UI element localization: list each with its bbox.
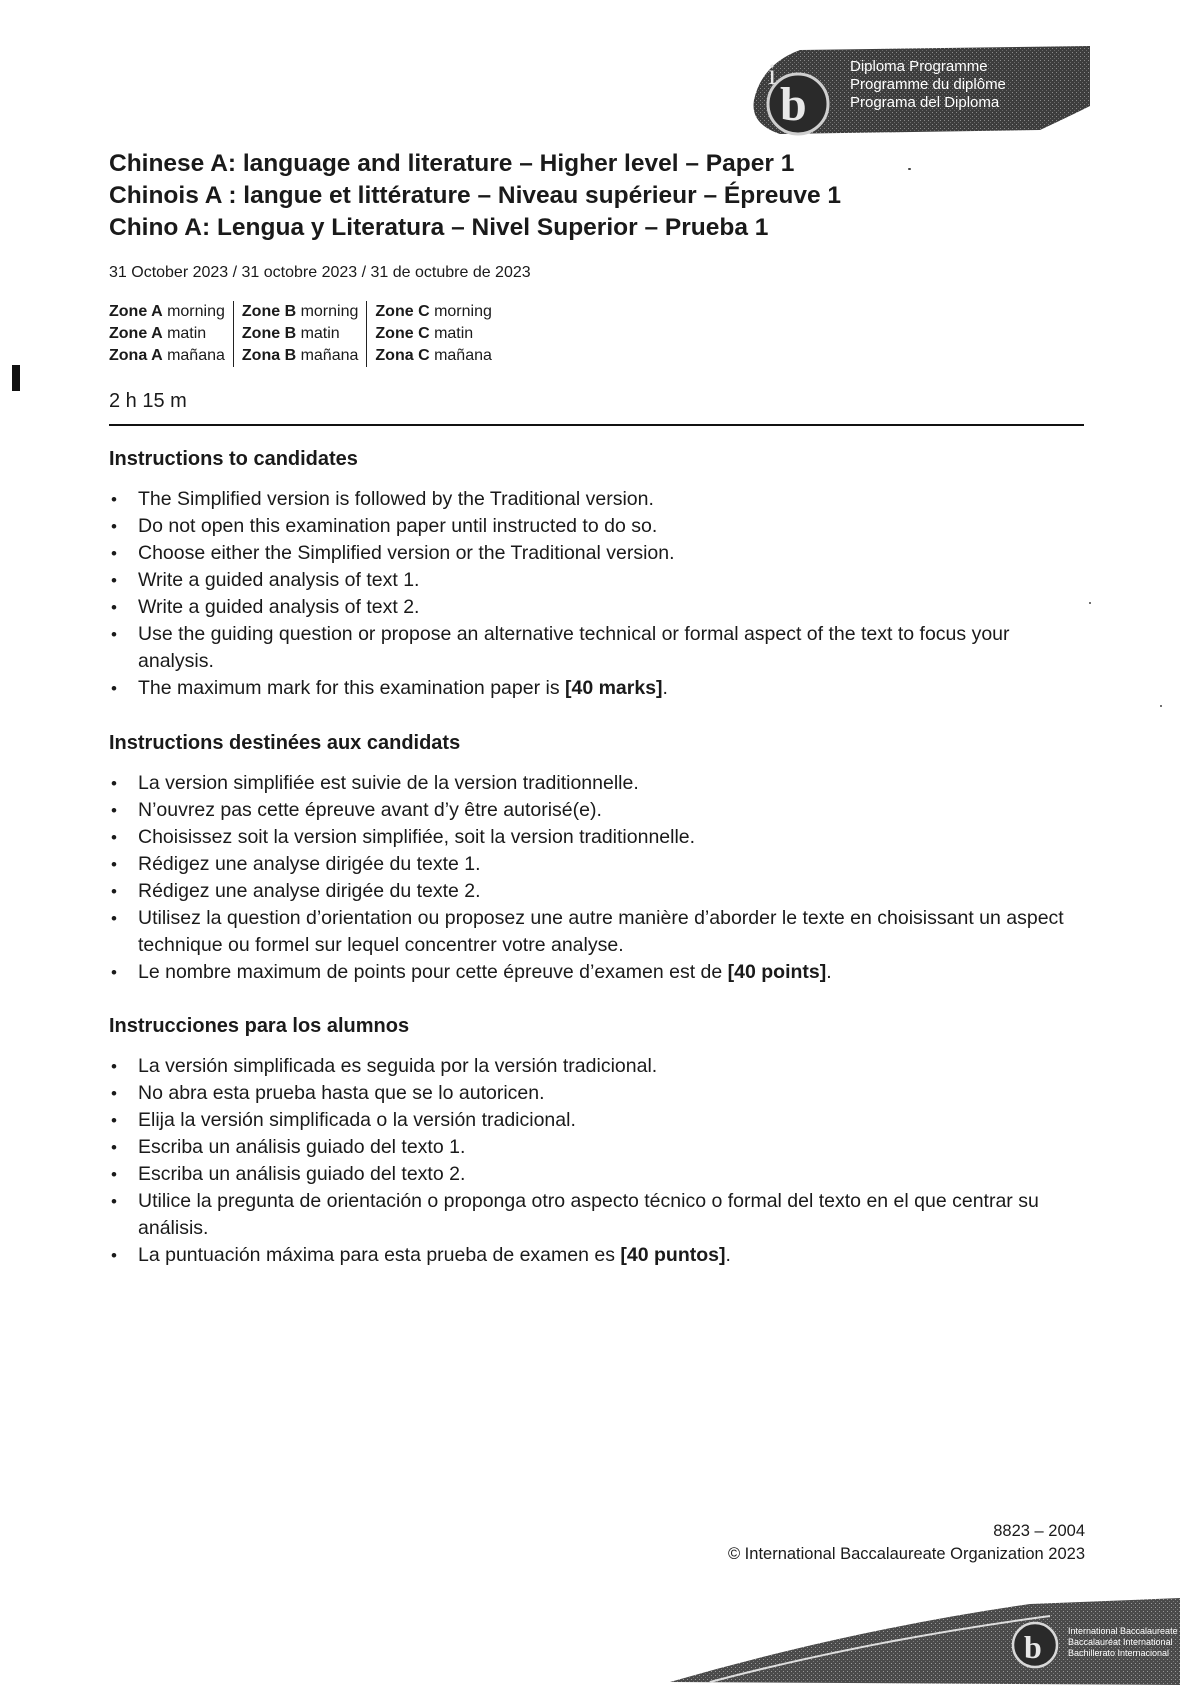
exam-duration: 2 h 15 m [109, 390, 187, 412]
section-heading: Instructions to candidates [109, 448, 358, 470]
ib-name-line: International Baccalaureate [1068, 1626, 1178, 1636]
bullet-icon: • [111, 882, 117, 901]
bullet-icon: • [111, 1084, 117, 1103]
zone-column [366, 301, 500, 367]
scan-mark [12, 365, 20, 391]
max-marks: [40 marks] [564, 677, 663, 699]
bullet-icon: • [111, 801, 117, 820]
instructions-spanish [109, 1013, 1089, 1269]
bullet-icon: • [111, 963, 117, 982]
instruction-list [109, 770, 1089, 986]
title-spanish: Chino A: Lengua y Literatura – Nivel Superior – Prueba 1 [109, 214, 769, 241]
zone-name: Zone C [375, 325, 430, 342]
bullet-icon: • [111, 828, 117, 847]
instructions-english [109, 446, 1089, 702]
zone-name: Zone A [109, 303, 163, 320]
paper-code: 8823 – 2004 [993, 1522, 1085, 1540]
programme-line: Diploma Programme [850, 58, 988, 75]
ib-name-line: Bachillerato Internacional [1068, 1648, 1170, 1658]
bullet-icon: • [111, 1246, 117, 1265]
zone-name: Zone A [109, 325, 163, 342]
bullet-icon: • [111, 544, 117, 563]
ib-bottom-logo [670, 1590, 1180, 1685]
bullet-icon: • [111, 625, 117, 644]
list-item [109, 1242, 1089, 1269]
item-text: N’ouvrez pas cette épreuve avant d’y être autorisé(e). [138, 799, 602, 821]
bullet-icon: • [111, 1192, 117, 1211]
instruction-list [109, 486, 1089, 702]
list-item [109, 567, 1089, 594]
item-text: Choisissez soit la version simplifiée, soit la version traditionnelle. [138, 826, 696, 848]
paper-titles [109, 148, 1009, 244]
list-item [109, 486, 1089, 513]
list-item [109, 851, 1089, 878]
zone-time: morning [434, 303, 492, 320]
page-footer [728, 1520, 1085, 1566]
item-suffix: . [662, 677, 668, 699]
svg-text:i: i [768, 58, 777, 91]
item-text: Use the guiding question or propose an alternative technical or formal aspect of the text to focus your analysis. [138, 623, 1010, 672]
programme-line: Programa del Diploma [850, 94, 1000, 111]
ib-names [1068, 1626, 1178, 1659]
item-text: Utilisez la question d’orientation ou proposez une autre manière d’aborder le texte en choisissant un aspect technique ou formel sur lequel concentrer votre analyse. [138, 907, 1064, 956]
exam-date: 31 October 2023 / 31 octobre 2023 / 31 de octubre de 2023 [109, 264, 531, 281]
zone-name: Zona B [241, 347, 297, 364]
svg-text:b: b [780, 78, 807, 131]
item-suffix: . [725, 1244, 731, 1266]
max-points: [40 points] [727, 961, 827, 983]
svg-text:b: b [1024, 1629, 1042, 1665]
zone-name: Zone B [241, 325, 297, 342]
bullet-icon: • [111, 1165, 117, 1184]
bullet-icon: • [111, 490, 117, 509]
bullet-icon: • [111, 571, 117, 590]
bullet-icon: • [111, 679, 117, 698]
scan-speck [1089, 602, 1091, 604]
zone-time: matin [434, 325, 474, 342]
item-suffix: . [826, 961, 832, 983]
header-divider [109, 424, 1084, 426]
zone-time: matin [167, 325, 207, 342]
copyright: © International Baccalaureate Organization 2023 [727, 1545, 1085, 1563]
list-item [109, 878, 1089, 905]
bullet-icon: • [111, 855, 117, 874]
list-item [109, 621, 1089, 675]
list-item [109, 770, 1089, 797]
list-item [109, 905, 1089, 959]
item-text: The maximum mark for this examination paper is [138, 677, 565, 699]
item-text: No abra esta prueba hasta que se lo autoricen. [138, 1082, 545, 1104]
bullet-icon: • [111, 1138, 117, 1157]
item-text: Escriba un análisis guiado del texto 1. [138, 1136, 466, 1158]
max-puntos: [40 puntos] [620, 1244, 726, 1266]
zone-name: Zona A [109, 347, 163, 364]
zone-time: mañana [434, 347, 492, 364]
bullet-icon: • [111, 1057, 117, 1076]
list-item [109, 1134, 1089, 1161]
item-text: Rédigez une analyse dirigée du texte 1. [138, 853, 481, 875]
list-item [109, 1107, 1089, 1134]
time-zones [109, 301, 500, 367]
item-text: Rédigez une analyse dirigée du texte 2. [138, 880, 481, 902]
list-item [109, 797, 1089, 824]
item-text: Le nombre maximum de points pour cette épreuve d’examen est de [138, 961, 728, 983]
list-item [109, 675, 1089, 702]
bullet-icon: • [111, 517, 117, 536]
item-text: Choose either the Simplified version or the Traditional version. [138, 542, 675, 564]
list-item [109, 1161, 1089, 1188]
zone-time: mañana [167, 347, 225, 364]
bullet-icon: • [111, 909, 117, 928]
section-heading: Instructions destinées aux candidats [109, 732, 461, 754]
list-item [109, 1053, 1089, 1080]
zone-time: morning [300, 303, 359, 320]
instruction-list [109, 1053, 1089, 1269]
bullet-icon: • [111, 1111, 117, 1130]
bullet-icon: • [111, 598, 117, 617]
scan-speck [1160, 705, 1162, 707]
zone-name: Zone C [375, 303, 430, 320]
section-heading: Instrucciones para los alumnos [109, 1015, 410, 1037]
item-text: Do not open this examination paper until instructed to do so. [138, 515, 658, 537]
list-item [109, 959, 1089, 986]
scan-speck [908, 168, 911, 170]
title-english: Chinese A: language and literature – Higher level – Paper 1 [109, 150, 795, 177]
list-item [109, 824, 1089, 851]
list-item [109, 540, 1089, 567]
list-item [109, 513, 1089, 540]
item-text: La versión simplificada es seguida por la versión tradicional. [138, 1055, 658, 1077]
item-text: Write a guided analysis of text 1. [138, 569, 420, 591]
zone-time: mañana [300, 347, 359, 364]
item-text: Elija la versión simplificada o la versión tradicional. [138, 1109, 576, 1131]
item-text: The Simplified version is followed by the Traditional version. [138, 488, 654, 510]
list-item [109, 594, 1089, 621]
item-text: La version simplifiée est suivie de la version traditionnelle. [138, 772, 639, 794]
programme-line: Programme du diplôme [850, 76, 1006, 93]
item-text: Escriba un análisis guiado del texto 2. [138, 1163, 466, 1185]
zone-name: Zone B [241, 303, 297, 320]
title-french: Chinois A : langue et littérature – Niveau supérieur – Épreuve 1 [109, 182, 842, 209]
item-text: La puntuación máxima para esta prueba de examen es [138, 1244, 621, 1266]
bullet-icon: • [111, 774, 117, 793]
zone-column [109, 301, 233, 367]
item-text: Write a guided analysis of text 2. [138, 596, 420, 618]
item-text: Utilice la pregunta de orientación o proponga otro aspecto técnico o formal del texto en el que centrar su análisis. [138, 1190, 1039, 1239]
zone-time: matin [300, 325, 340, 342]
zone-name: Zona C [375, 347, 430, 364]
ib-name-line: Baccalauréat International [1068, 1637, 1173, 1647]
list-item [109, 1080, 1089, 1107]
zone-time: morning [167, 303, 225, 320]
programme-names [850, 58, 1006, 112]
instructions-french [109, 730, 1089, 986]
zone-column [233, 301, 367, 367]
list-item [109, 1188, 1089, 1242]
ib-diploma-logo [740, 44, 1090, 136]
